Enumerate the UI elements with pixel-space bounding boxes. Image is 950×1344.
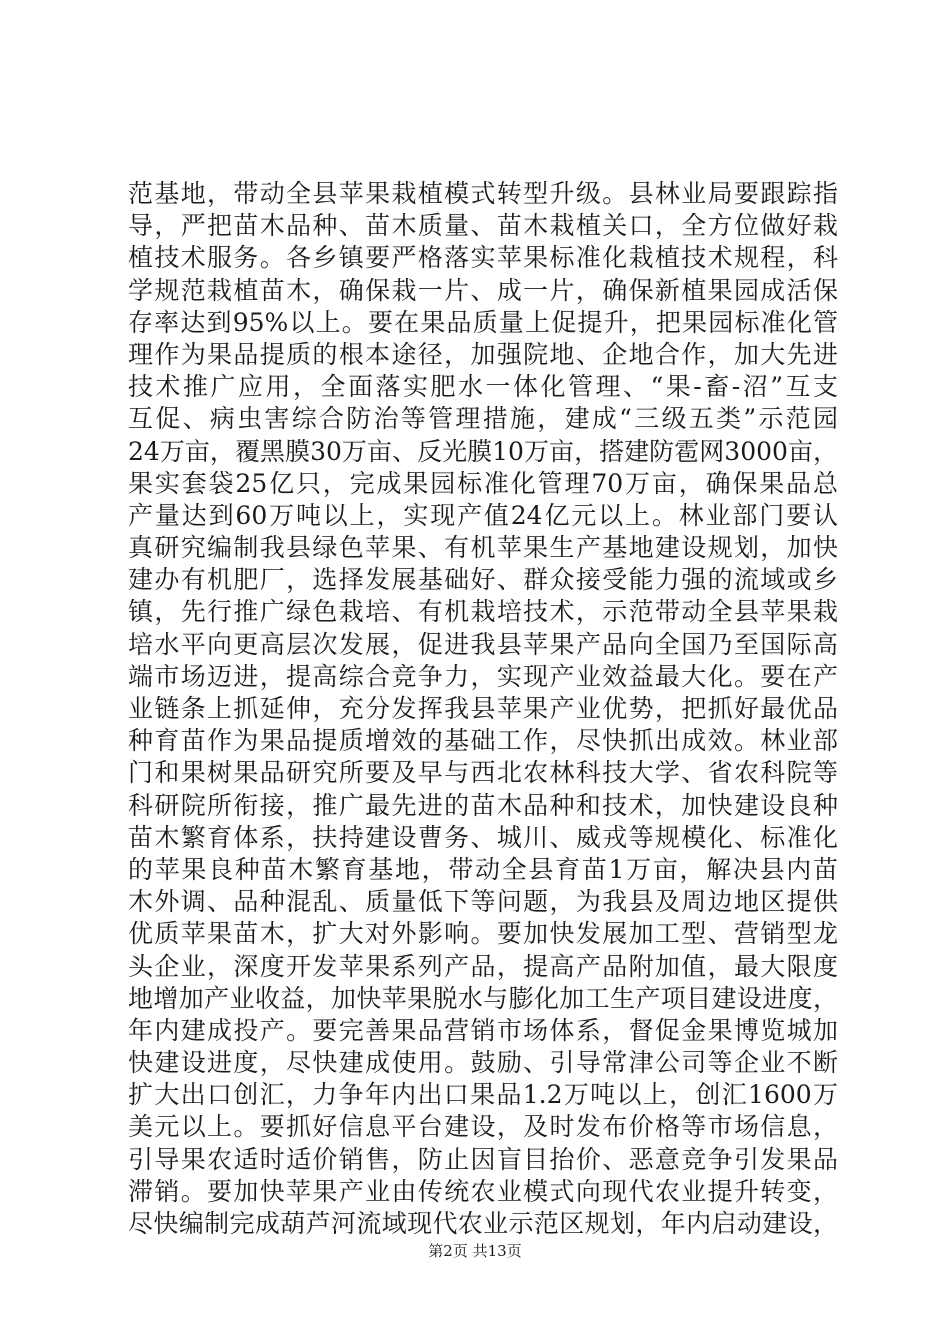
text-line: 门和果树果品研究所要及早与西北农林科技大学、省农科院等 bbox=[128, 758, 838, 788]
text-line: 技术推广应用，全面落实肥水一体化管理、“果-畜-沼”互支 bbox=[128, 372, 838, 402]
text-line: 24万亩，覆黑膜30万亩、反光膜10万亩，搭建防雹网3000亩， bbox=[128, 436, 838, 466]
body-text bbox=[128, 178, 838, 1240]
text-line: 扩大出口创汇，力争年内出口果品1.2万吨以上，创汇1600万 bbox=[128, 1080, 838, 1110]
text-line: 培水平向更高层次发展，促进我县苹果产品向全国乃至国际高 bbox=[128, 629, 838, 659]
text-line: 地增加产业收益，加快苹果脱水与膨化加工生产项目建设进度， bbox=[128, 983, 838, 1013]
text-line: 的苹果良种苗木繁育基地，带动全县育苗1万亩，解决县内苗 bbox=[128, 854, 838, 884]
text-line: 优质苹果苗木，扩大对外影响。要加快发展加工型、营销型龙 bbox=[128, 919, 838, 949]
text-line: 真研究编制我县绿色苹果、有机苹果生产基地建设规划，加快 bbox=[128, 533, 838, 563]
text-line: 引导果农适时适价销售，防止因盲目抬价、恶意竞争引发果品 bbox=[128, 1144, 838, 1174]
text-line: 木外调、品种混乱、质量低下等问题，为我县及周边地区提供 bbox=[128, 887, 838, 917]
text-line: 建办有机肥厂，选择发展基础好、群众接受能力强的流域或乡 bbox=[128, 565, 838, 595]
text-line: 滞销。要加快苹果产业由传统农业模式向现代农业提升转变， bbox=[128, 1176, 838, 1206]
text-line: 存率达到95%以上。要在果品质量上促提升，把果园标准化管 bbox=[128, 307, 838, 337]
text-line: 植技术服务。各乡镇要严格落实苹果标准化栽植技术规程，科 bbox=[128, 243, 838, 273]
text-line: 头企业，深度开发苹果系列产品，提高产品附加值，最大限度 bbox=[128, 951, 838, 981]
text-line: 业链条上抓延伸，充分发挥我县苹果产业优势，把抓好最优品 bbox=[128, 694, 838, 723]
text-line: 学规范栽植苗木，确保栽一片、成一片，确保新植果园成活保 bbox=[128, 275, 838, 305]
text-line: 苗木繁育体系，扶持建设曹务、城川、威戎等规模化、标准化 bbox=[128, 822, 838, 852]
text-line: 互促、病虫害综合防治等管理措施，建成“三级五类”示范园 bbox=[128, 404, 838, 434]
text-line: 导，严把苗木品种、苗木质量、苗木栽植关口，全方位做好栽 bbox=[128, 211, 838, 241]
text-line: 年内建成投产。要完善果品营销市场体系，督促金果博览城加 bbox=[128, 1015, 838, 1045]
text-line: 理作为果品提质的根本途径，加强院地、企地合作，加大先进 bbox=[128, 339, 838, 369]
text-line: 镇，先行推广绿色栽培、有机栽培技术，示范带动全县苹果栽 bbox=[128, 597, 838, 627]
text-line: 范基地，带动全县苹果栽植模式转型升级。县林业局要跟踪指 bbox=[128, 179, 838, 208]
text-line: 端市场迈进，提高综合竞争力，实现产业效益最大化。要在产 bbox=[128, 661, 838, 691]
text-line: 种育苗作为果品提质增效的基础工作，尽快抓出成效。林业部 bbox=[128, 726, 838, 756]
text-line: 科研院所衔接，推广最先进的苗木品种和技术，加快建设良种 bbox=[128, 790, 838, 820]
text-line: 美元以上。要抓好信息平台建设，及时发布价格等市场信息， bbox=[128, 1112, 838, 1142]
text-line: 产量达到60万吨以上，实现产值24亿元以上。林业部门要认 bbox=[128, 500, 838, 530]
page-footer: 第2页 共13页 bbox=[428, 1242, 522, 1260]
text-line: 快建设进度，尽快建成使用。鼓励、引导常津公司等企业不断 bbox=[128, 1048, 838, 1078]
text-line: 尽快编制完成葫芦河流域现代农业示范区规划，年内启动建设， bbox=[128, 1209, 838, 1238]
text-line: 果实套袋25亿只，完成果园标准化管理70万亩，确保果品总 bbox=[128, 468, 838, 498]
